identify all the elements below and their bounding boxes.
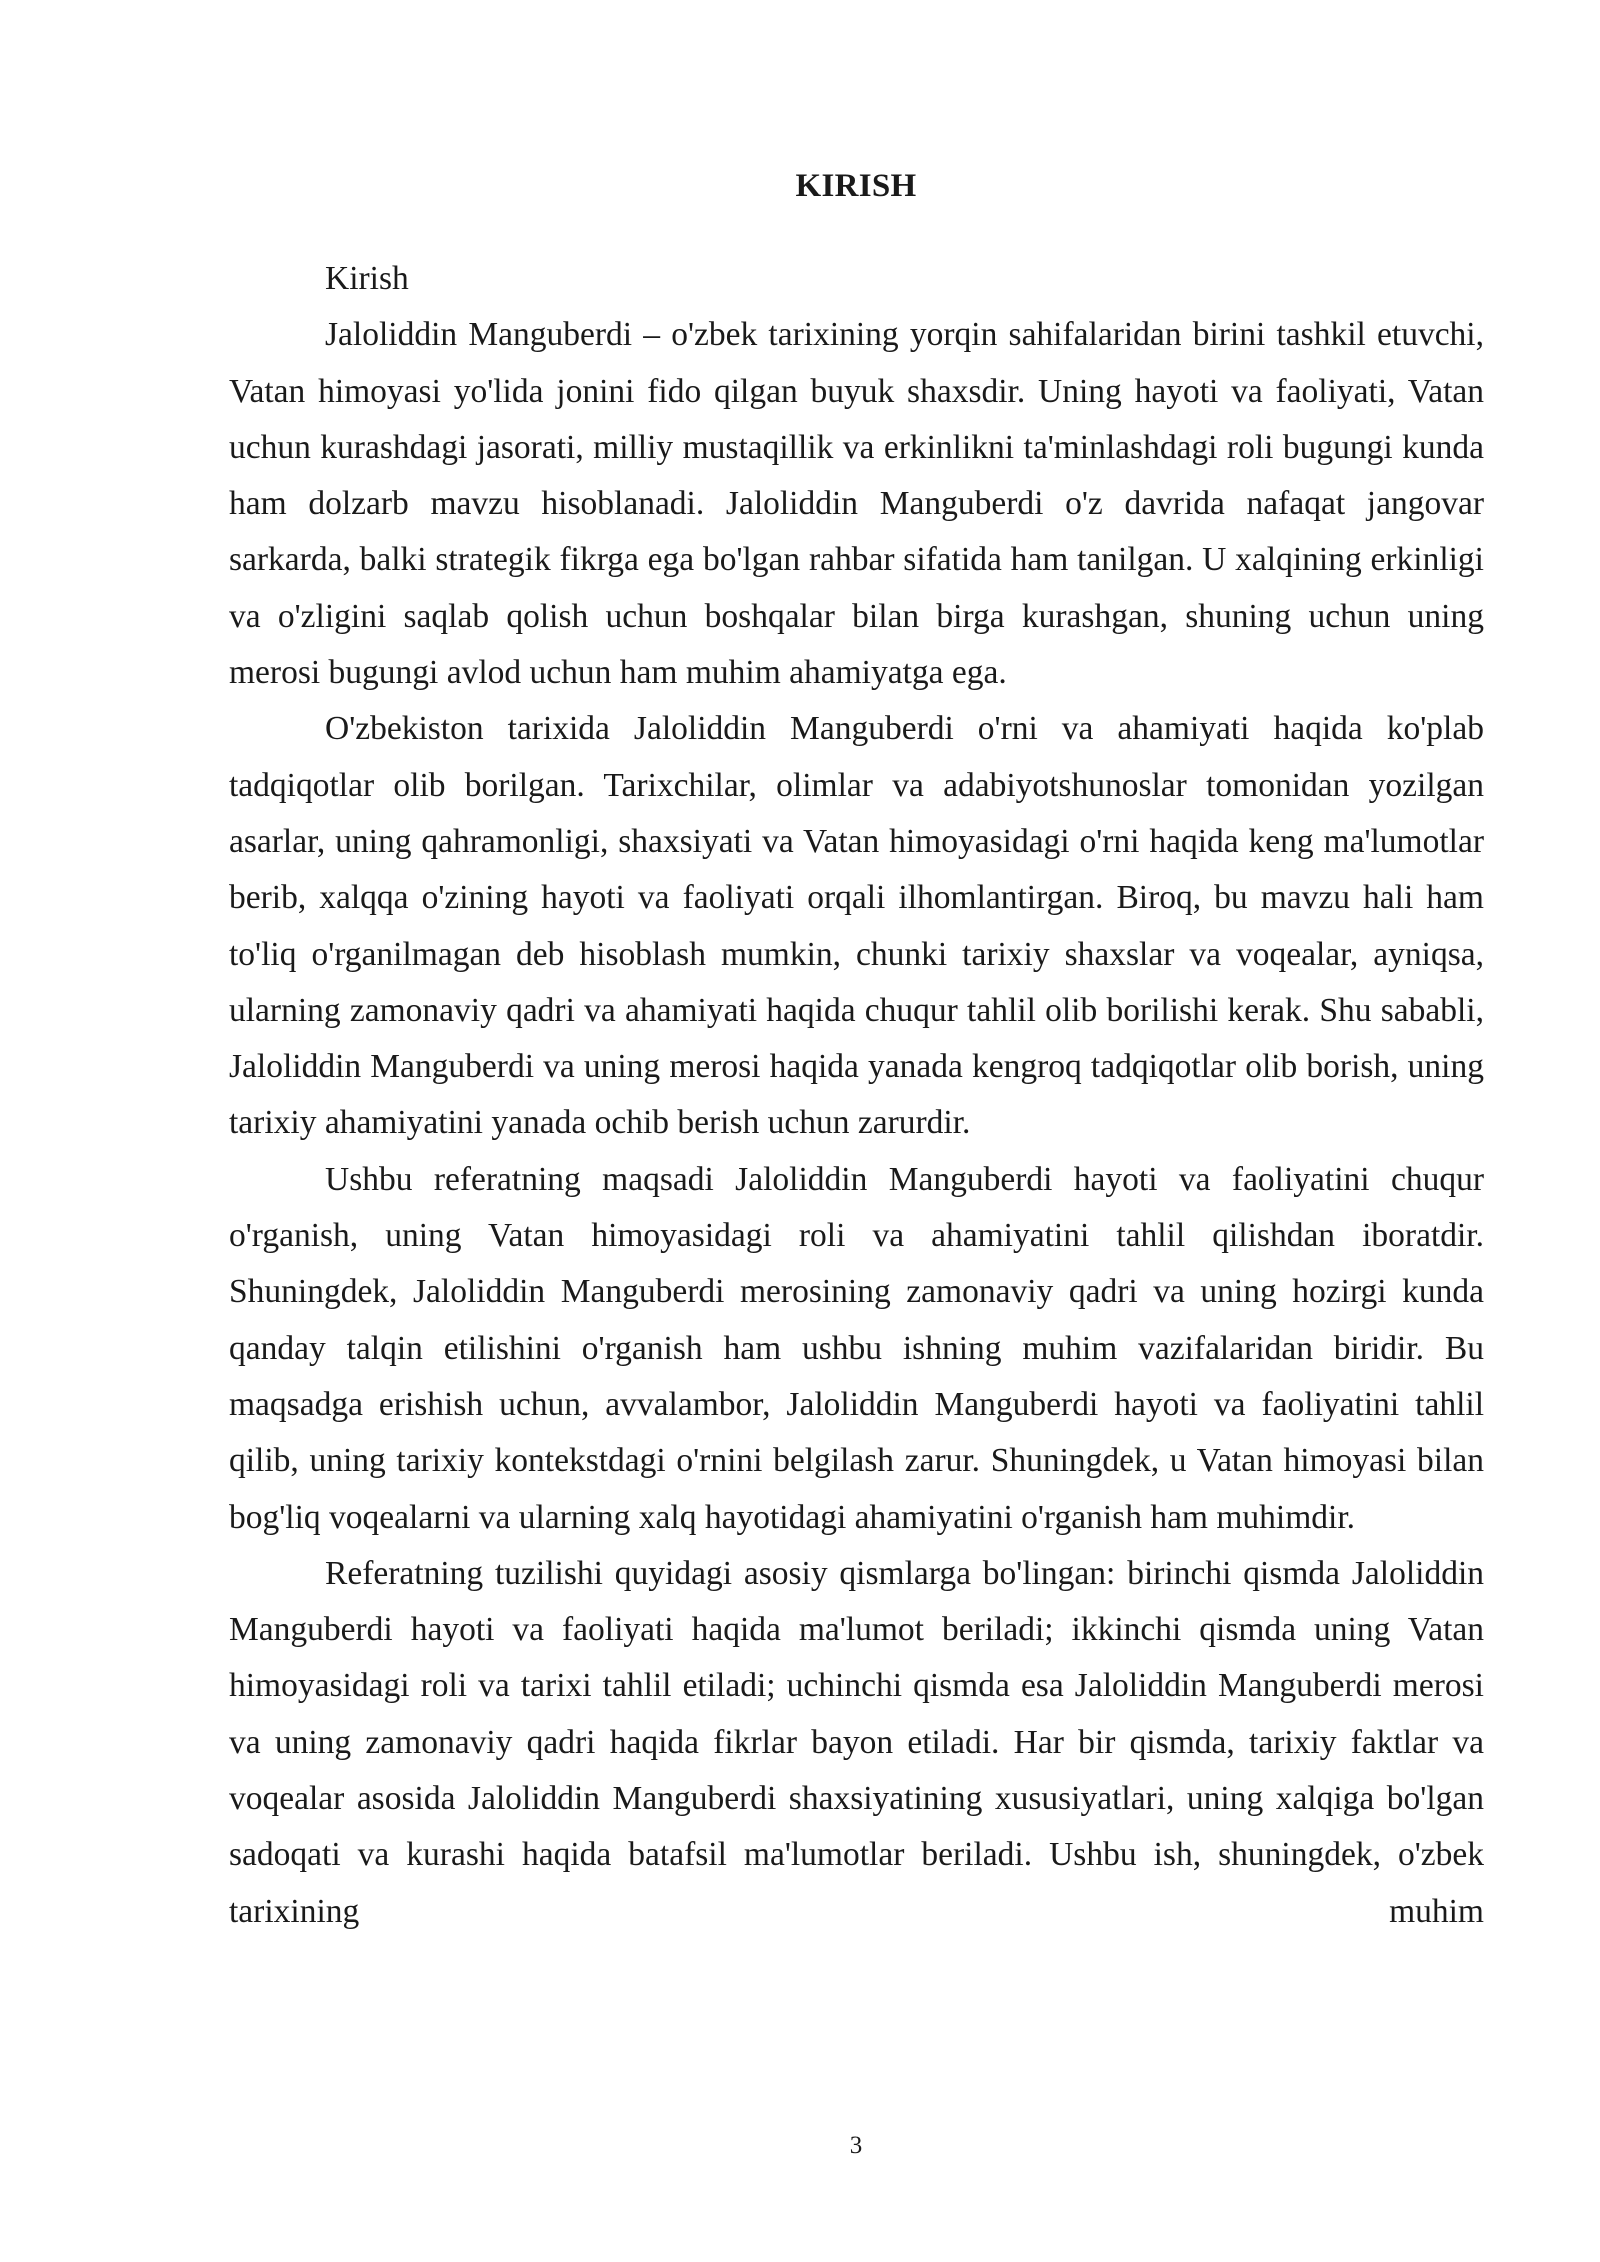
paragraph-2: O'zbekiston tarixida Jaloliddin Manguberdi o'rni va ahamiyati haqida ko'plab tadqiqotlar olib borilgan. Tarixchilar, olimlar va adabiyotshunoslar tomonidan yozilgan asarlar, uning qahramonligi, shaxsiyati va Vatan himoyasidagi o'rni haqida keng ma'lumotlar berib, xalqqa o'zining hayoti va faoliyati orqali ilhomlantirgan. Biroq, bu mavzu hali ham to'liq o'rganilmagan deb hisoblash mumkin, chunki tarixiy shaxslar va voqealar, ayniqsa, ularning zamonaviy qadri va ahamiyati haqida chuqur tahlil olib borilishi kerak. Shu sababli, Jaloliddin Manguberdi va uning merosi haqida yanada kengroq tadqiqotlar olib borish, uning tarixiy ahamiyatini yanada ochib berish uchun zarurdir. (229, 710, 1484, 1142)
paragraph-4: Referatning tuzilishi quyidagi asosiy qismlarga bo'lingan: birinchi qismda Jaloliddin Manguberdi hayoti va faoliyati haqida ma'lumot beriladi; ikkinchi qismda uning Vatan himoyasidagi roli va tarixi tahlil etiladi; uchinchi qismda esa Jaloliddin Manguberdi merosi va uning zamonaviy qadri haqida fikrlar bayon etiladi. Har bir qismda, tarixiy faktlar va voqealar asosida Jaloliddin Manguberdi shaxsiyatining xususiyatlari, uning xalqiga bo'lgan sadoqati va kurashi haqida batafsil ma'lumotlar beriladi. Ushbu ish, shuningdek, o'zbek tarixining muhim (229, 1554, 1484, 1930)
page-number: 3 (849, 2132, 863, 2159)
body-text (229, 251, 1484, 1940)
paragraph-1: Jaloliddin Manguberdi – o'zbek tarixining yorqin sahifalaridan birini tashkil etuvchi, Vatan himoyasi yo'lida jonini fido qilgan buyuk shaxsdir. Uning hayoti va faoliyati, Vatan uchun kurashdagi jasorati, milliy mustaqillik va erkinlikni ta'minlashdagi roli bugungi kunda ham dolzarb mavzu hisoblanadi. Jaloliddin Manguberdi o'z davrida nafaqat jangovar sarkarda, balki strategik fikrga ega bo'lgan rahbar sifatida ham tanilgan. U xalqining erkinligi va o'zligini saqlab qolish uchun boshqalar bilan birga kurashgan, shuning uchun uning merosi bugungi avlod uchun ham muhim ahamiyatga ega. (229, 316, 1484, 692)
page-title: KIRISH (795, 168, 917, 204)
paragraph-3: Ushbu referatning maqsadi Jaloliddin Manguberdi hayoti va faoliyatini chuqur o'rganish, uning Vatan himoyasidagi roli va ahamiyatini tahlil qilishdan iboratdir. Shuningdek, Jaloliddin Manguberdi merosining zamonaviy qadri va uning hozirgi kunda qanday talqin etilishini o'rganish ham ushbu ishning muhim vazifalaridan biridir. Bu maqsadga erishish uchun, avvalambor, Jaloliddin Manguberdi hayoti va faoliyatini tahlil qilib, uning tarixiy kontekstdagi o'rnini belgilash zarur. Shuningdek, u Vatan himoyasi bilan bog'liq voqealarni va ularning xalq hayotidagi ahamiyatini o'rganish ham muhimdir. (229, 1160, 1484, 1536)
subheading-paragraph: Kirish (325, 260, 409, 297)
